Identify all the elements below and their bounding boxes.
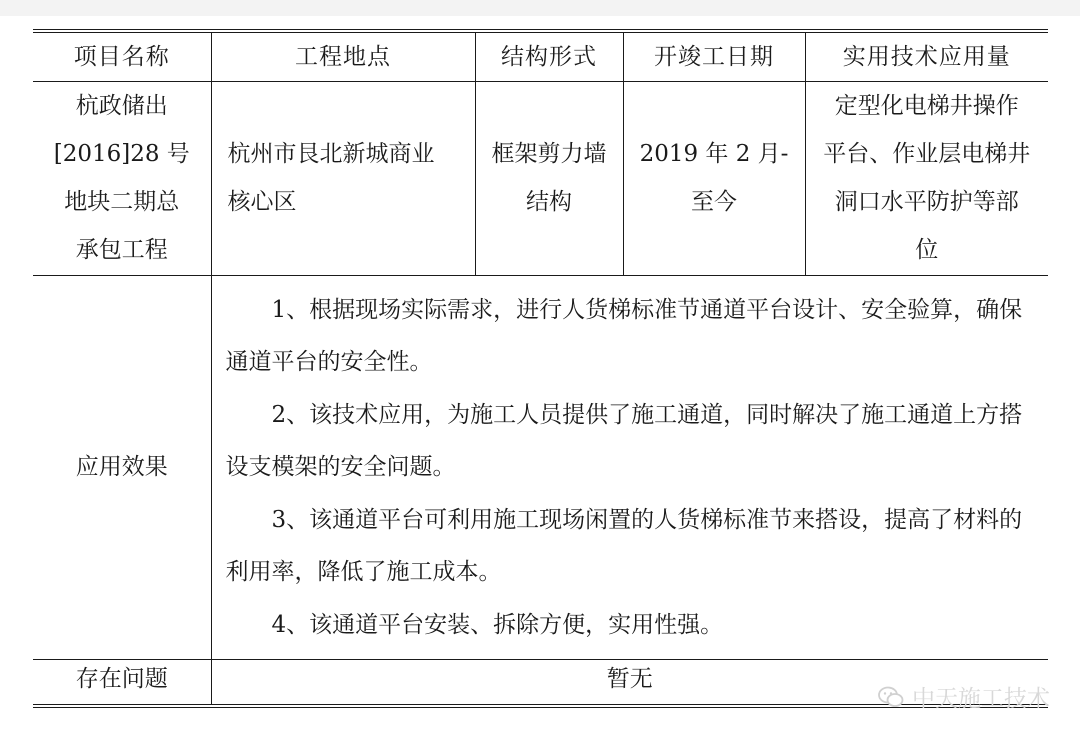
project-name-line: 承包工程: [75, 237, 168, 263]
location-line: 核心区: [227, 189, 297, 215]
tech-line: 位: [915, 237, 939, 263]
effect-paragraph: 1、根据现场实际需求，进行人货梯标准节通道平台设计、安全验算，确保通道平台的安全性。: [225, 296, 1023, 375]
header-project-name: 项目名称: [33, 31, 211, 81]
structure-line: 框架剪力墙: [491, 141, 607, 167]
header-structure: 结构形式: [475, 31, 623, 81]
dates-line: 至今: [691, 189, 737, 215]
issues-label: 存在问题: [33, 660, 211, 706]
tech-line: 洞口水平防护等部: [834, 189, 1019, 215]
header-dates: 开竣工日期: [623, 31, 805, 81]
tech-line: 定型化电梯井操作: [834, 93, 1019, 119]
header-location: 工程地点: [211, 31, 475, 81]
tech-line: 平台、作业层电梯井: [823, 141, 1031, 167]
issues-value: 暂无: [211, 660, 1048, 706]
project-name-line: [2016]28 号: [53, 141, 190, 167]
watermark: [878, 680, 1050, 713]
dates-cell: [623, 81, 805, 275]
effects-content: [211, 275, 1048, 660]
dates-line: 2019 年 2 月-: [639, 141, 789, 167]
structure-line: 结构: [526, 189, 572, 215]
project-row: [33, 81, 1048, 275]
project-name-line: 地块二期总: [64, 189, 180, 215]
wechat-icon: [878, 686, 904, 708]
effects-label: 应用效果: [33, 275, 211, 660]
effect-paragraph: 3、该通道平台可利用施工现场闲置的人货梯标准节来搭设，提高了材料的利用率，降低了施工成本。: [225, 506, 1023, 585]
location-line: 杭州市艮北新城商业: [227, 141, 435, 167]
header-row: [33, 31, 1048, 81]
project-name-line: 杭政储出: [75, 93, 168, 119]
project-table: [33, 29, 1048, 708]
tech-cell: [805, 81, 1048, 275]
header-tech-amount: 实用技术应用量: [805, 31, 1048, 81]
structure-cell: [475, 81, 623, 275]
watermark-text: 中天施工技术: [912, 686, 1050, 712]
effects-row: [33, 275, 1048, 660]
effect-paragraph: 2、该技术应用，为施工人员提供了施工通道，同时解决了施工通道上方搭设支模架的安全问题。: [225, 401, 1023, 480]
effect-paragraph: 4、该通道平台安装、拆除方便，实用性强。: [271, 611, 724, 638]
location-cell: [211, 81, 475, 275]
project-name-cell: [33, 81, 211, 275]
top-bar: [0, 0, 1080, 16]
